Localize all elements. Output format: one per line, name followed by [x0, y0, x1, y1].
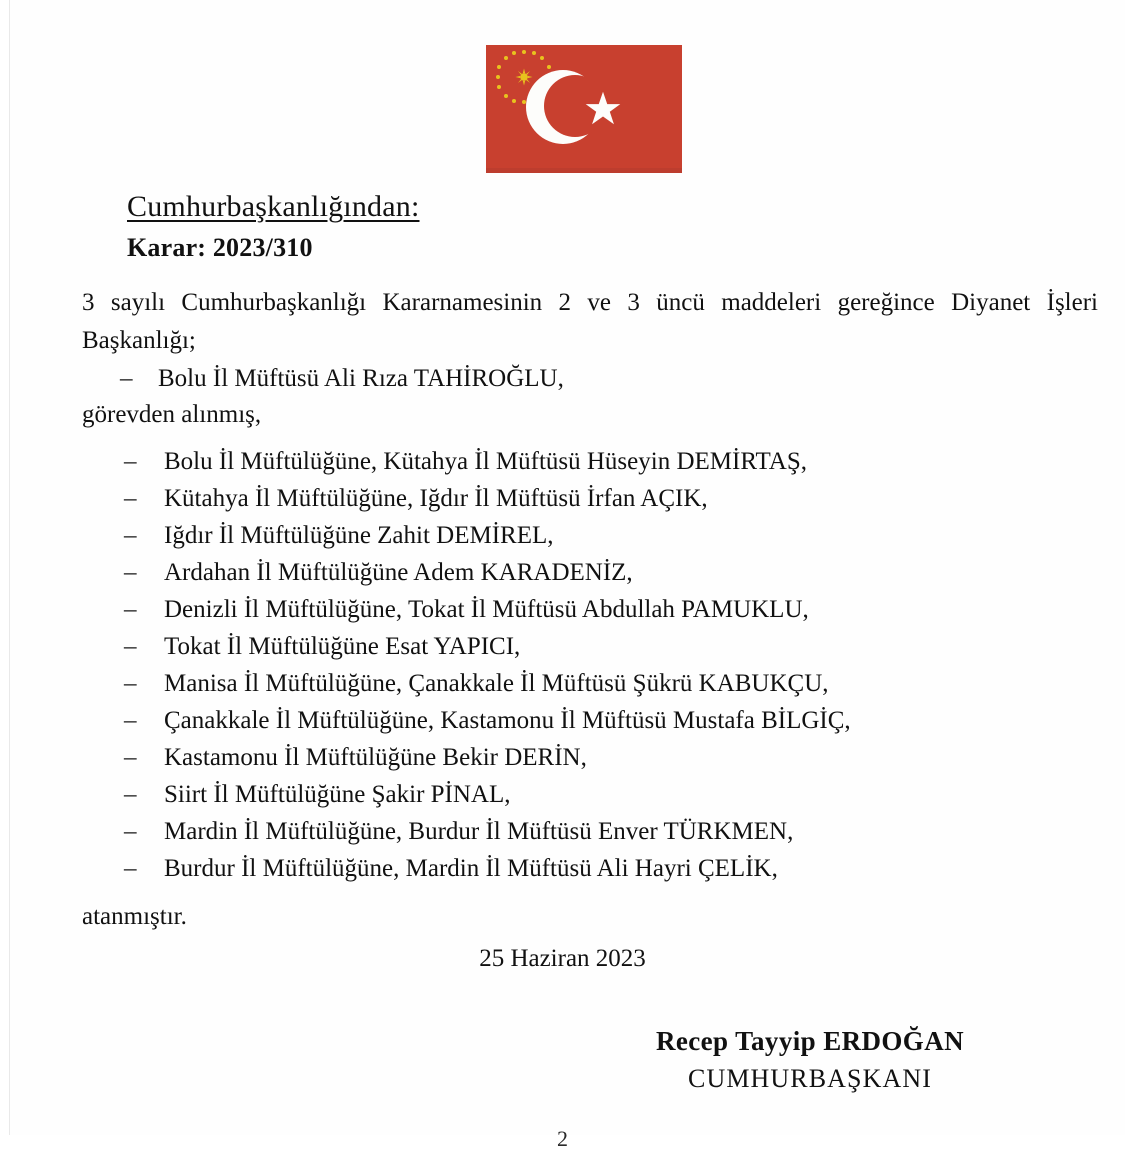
dash-marker: –	[124, 707, 137, 734]
list-item	[82, 591, 1092, 628]
list-item	[82, 554, 1092, 591]
dash-marker: –	[124, 448, 137, 475]
list-item	[82, 850, 1092, 887]
dash-marker: –	[124, 633, 137, 660]
signatory-role: CUMHURBAŞKANI	[688, 1063, 932, 1093]
appointment-text: Siirt İl Müftülüğüne Şakir PİNAL,	[164, 781, 511, 808]
appointment-text: Ardahan İl Müftülüğüne Adem KARADENİZ,	[164, 559, 633, 586]
signature-block	[560, 1025, 1060, 1099]
dash-marker: –	[124, 670, 137, 697]
page-title: Cumhurbaşkanlığından:	[127, 190, 420, 223]
appointment-text: Tokat İl Müftülüğüne Esat YAPICI,	[164, 633, 521, 660]
dash-marker: –	[124, 855, 137, 882]
appointment-closer: atanmıştır.	[82, 903, 187, 930]
dash-marker: –	[124, 485, 137, 512]
dismissal-entry	[82, 360, 1082, 398]
list-item	[82, 702, 1092, 739]
decision-number: Karar: 2023/310	[127, 233, 313, 262]
list-item	[82, 665, 1092, 702]
dismissal-closer: görevden alınmış,	[82, 401, 262, 428]
signatory-name: Recep Tayyip ERDOĞAN	[655, 1026, 965, 1056]
list-item	[82, 517, 1092, 554]
sun-core-icon	[516, 69, 533, 86]
list-item	[82, 443, 1092, 480]
appointment-text: Çanakkale İl Müftülüğüne, Kastamonu İl Müftüsü Mustafa BİLGİÇ,	[164, 707, 851, 734]
appointment-text: Bolu İl Müftülüğüne, Kütahya İl Müftüsü Hüseyin DEMİRTAŞ,	[164, 448, 807, 475]
document-date: 25 Haziran 2023	[479, 945, 646, 972]
appointment-list	[82, 443, 1092, 887]
dash-marker: –	[124, 596, 137, 623]
list-item	[82, 480, 1092, 517]
dash-marker: –	[120, 365, 133, 392]
dash-marker: –	[124, 781, 137, 808]
dash-marker: –	[124, 522, 137, 549]
appointment-text: Kastamonu İl Müftülüğüne Bekir DERİN,	[164, 744, 587, 771]
legal-basis-paragraph: 3 sayılı Cumhurbaşkanlığı Kararnamesinin 2 ve 3 üncü maddeleri gereğince Diyanet İşleri Başkanlığı;	[82, 289, 1098, 354]
appointment-text: Denizli İl Müftülüğüne, Tokat İl Müftüsü Abdullah PAMUKLU,	[164, 596, 809, 623]
list-item	[82, 813, 1092, 850]
dash-marker: –	[124, 818, 137, 845]
list-item	[82, 628, 1092, 665]
list-item	[82, 776, 1092, 813]
dash-marker: –	[124, 559, 137, 586]
dismissal-entry-text: Bolu İl Müftüsü Ali Rıza TAHİROĞLU,	[158, 365, 564, 392]
page-number: 2	[557, 1126, 568, 1151]
five-pointed-star-icon	[585, 91, 621, 127]
list-item	[82, 739, 1092, 776]
appointment-text: Iğdır İl Müftülüğüne Zahit DEMİREL,	[164, 522, 554, 549]
appointment-text: Kütahya İl Müftülüğüne, Iğdır İl Müftüsü İrfan AÇIK,	[164, 485, 708, 512]
appointment-text: Burdur İl Müftülüğüne, Mardin İl Müftüsü Ali Hayri ÇELİK,	[164, 855, 778, 882]
appointment-text: Mardin İl Müftülüğüne, Burdur İl Müftüsü Enver TÜRKMEN,	[164, 818, 794, 845]
appointment-text: Manisa İl Müftülüğüne, Çanakkale İl Müftüsü Şükrü KABUKÇU,	[164, 670, 829, 697]
turkish-presidency-flag-emblem	[486, 45, 682, 173]
flag-bottom-band	[486, 168, 682, 173]
dash-marker: –	[124, 744, 137, 771]
